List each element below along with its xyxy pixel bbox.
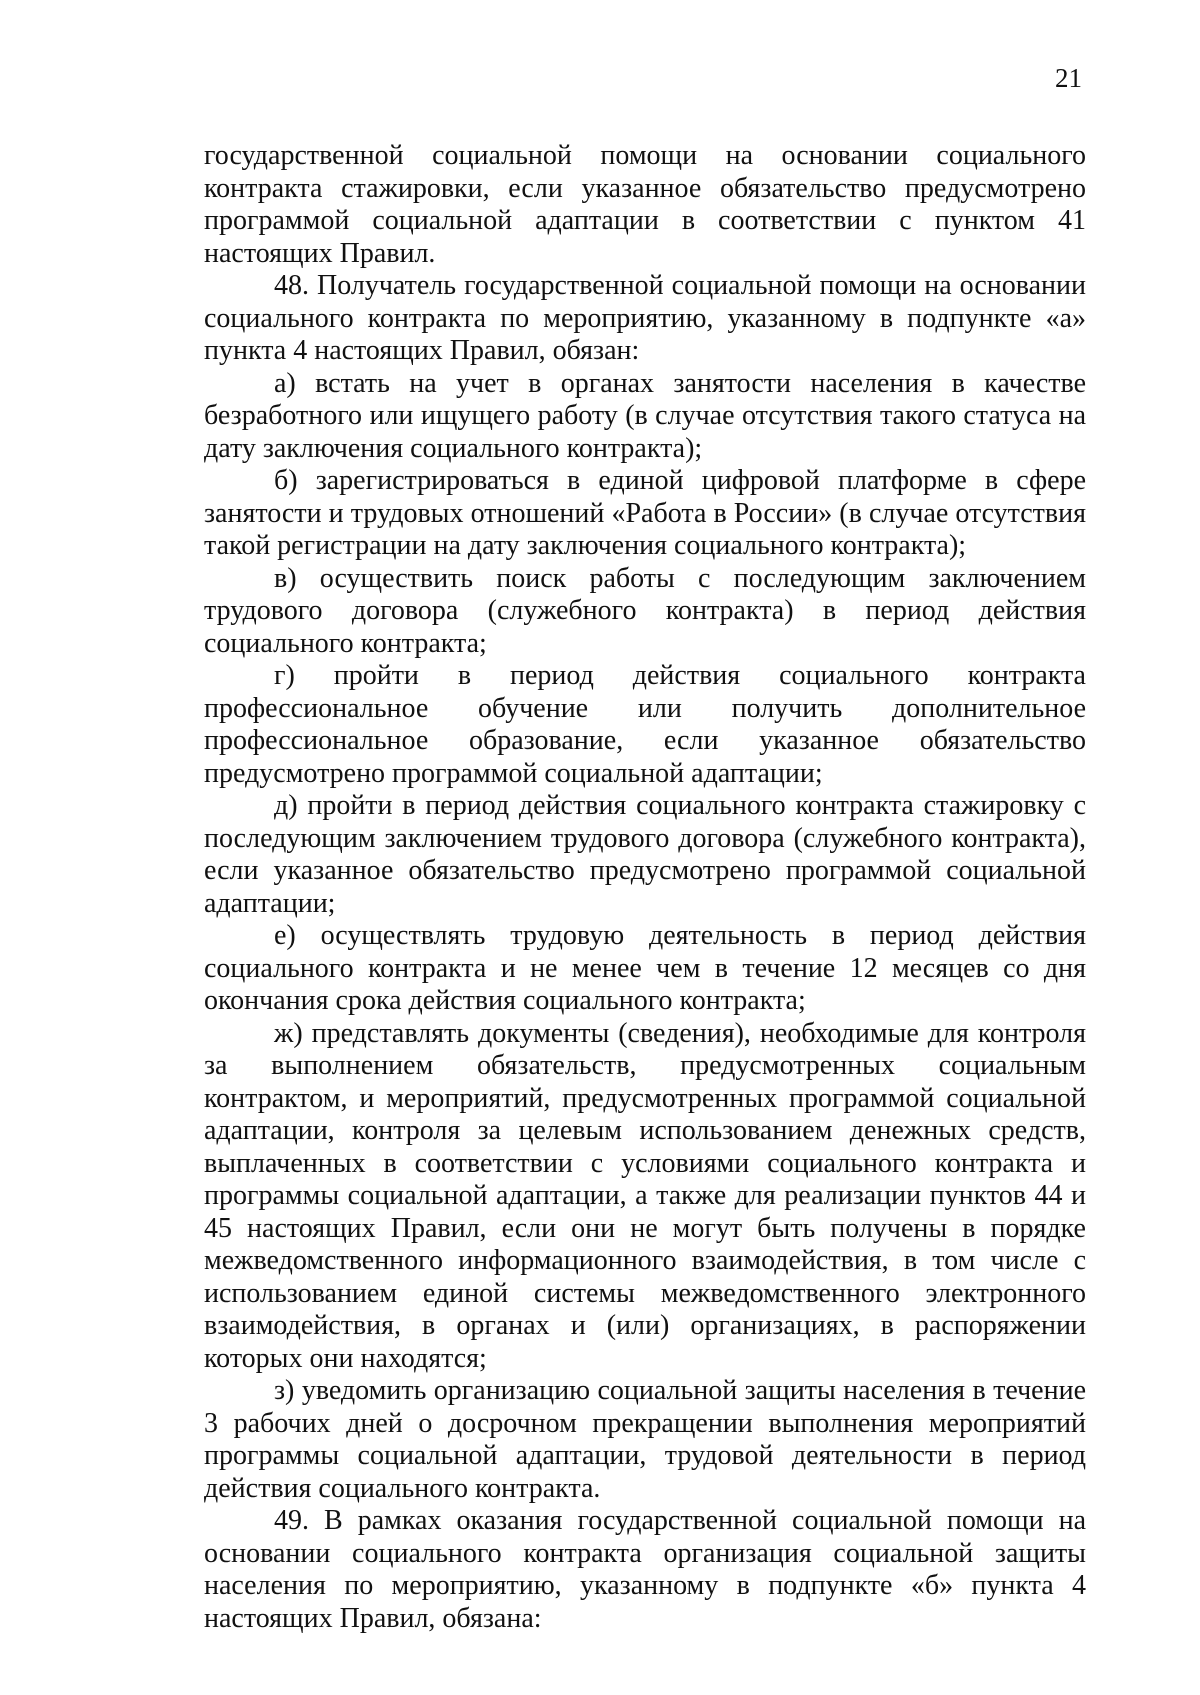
paragraph-item-48-g: г) пройти в период действия социального контракта профессиональное обучение или получить дополнительное профессиональное образование, если указанное обязательство предусмотрено программой социальной адаптации;: [204, 660, 1086, 789]
paragraph-item-49: 49. В рамках оказания государственной социальной помощи на основании социального контракта организация социальной защиты населения по мероприятию, указанному в подпункте «б» пункта 4 настоящих Правил, обязана:: [204, 1505, 1086, 1634]
paragraph-item-48-d: д) пройти в период действия социального контракта стажировку с последующим заключением трудового договора (служебного контракта), если указанное обязательство предусмотрено программой социальной адаптации;: [204, 790, 1086, 919]
paragraph-item-48-z: з) уведомить организацию социальной защиты населения в течение 3 рабочих дней о досрочном прекращении выполнения мероприятий программы социальной адаптации, трудовой деятельности в период действия социального контракта.: [204, 1375, 1086, 1504]
paragraph-item-48-v: в) осуществить поиск работы с последующим заключением трудового договора (служебного контракта) в период действия социального контракта;: [204, 562, 1086, 659]
paragraph-item-48-a: а) встать на учет в органах занятости населения в качестве безработного или ищущего работу (в случае отсутствия такого статуса на дату заключения социального контракта);: [204, 367, 1086, 464]
paragraph-continuation: государственной социальной помощи на основании социального контракта стажировки, если указанное обязательство предусмотрено программой социальной адаптации в соответствии с пунктом 41 настоящих Правил.: [204, 140, 1086, 269]
paragraph-item-48: 48. Получатель государственной социальной помощи на основании социального контракта по мероприятию, указанному в подпункте «а» пункта 4 настоящих Правил, обязан:: [204, 270, 1086, 366]
page-number: 21: [1055, 63, 1082, 93]
paragraph-item-48-zh: ж) представлять документы (сведения), необходимые для контроля за выполнением обязательств, предусмотренных социальным контрактом, и мероприятий, предусмотренных программой социальной адаптации, контроля за целевым использованием денежных средств, выплаченных в соответствии с условиями социального контракта и программы социальной адаптации, а также для реализации пунктов 44 и 45 настоящих Правил, если они не могут быть получены в порядке межведомственного информационного взаимодействия, в том числе с использованием единой системы межведомственного электронного взаимодействия, в органах и (или) организациях, в распоряжении которых они находятся;: [204, 1017, 1086, 1374]
document-body: [204, 140, 1086, 1635]
paragraph-item-48-b: б) зарегистрироваться в единой цифровой платформе в сфере занятости и трудовых отношений «Работа в России» (в случае отсутствия такой регистрации на дату заключения социального контракта);: [204, 465, 1086, 561]
paragraph-item-48-e: е) осуществлять трудовую деятельность в период действия социального контракта и не менее чем в течение 12 месяцев со дня окончания срока действия социального контракта;: [204, 920, 1086, 1016]
